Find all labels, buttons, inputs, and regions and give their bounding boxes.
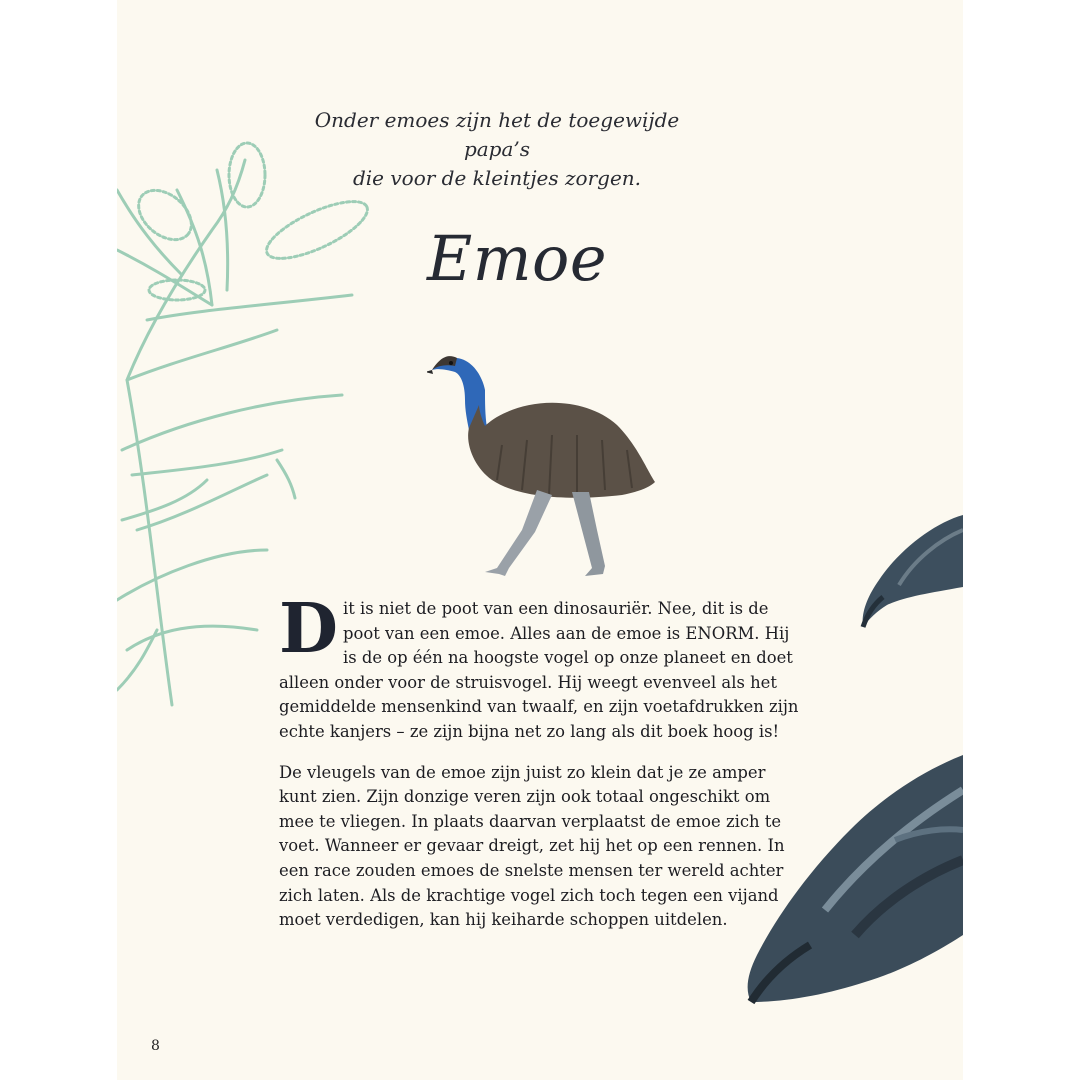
book-page — [117, 0, 963, 1080]
paragraph-1 — [279, 589, 799, 745]
emu-illustration — [427, 350, 657, 582]
page-title: Emoe — [426, 222, 608, 295]
subtitle — [287, 106, 707, 193]
drop-cap: D — [279, 589, 338, 669]
subtitle-line-2: die voor de kleintjes zorgen. — [352, 166, 642, 190]
emu-claw-photo-top — [859, 505, 963, 635]
subtitle-line-1: Onder emoes zijn het de toegewijde papa’s — [314, 108, 680, 161]
paragraph-2: De vleugels van de emoe zijn juist zo klein dat je ze amper kunt zien. Zijn donzige veren zijn ook totaal ongeschikt om mee te vliegen. In plaats daarvan verplaatst de emoe zich te voet. Wanneer er gevaar dreigt, zet hij het op een rennen. In een race zouden emoes de snelste mensen ter wereld achter zich laten. Als de krachtige vogel zich toch tegen een vijand moet verdedigen, kan hij keiharde schoppen uitdelen. — [279, 762, 785, 930]
page-number: 8 — [151, 1038, 160, 1054]
body-text — [279, 589, 799, 933]
paragraph-1-text: it is niet de poot van een dinosauriër. Nee, dit is de poot van een emoe. Alles aan de emoe is ENORM. Hij is de op één na hoogste vogel op onze planeet en doet alleen onder voor de struisvogel. Hij weegt evenveel als het gemiddelde mensenkind van twaalf, en zijn voetafdrukken zijn echte kanjers – ze zijn bijna net zo lang als dit boek hoog is! — [279, 599, 799, 741]
